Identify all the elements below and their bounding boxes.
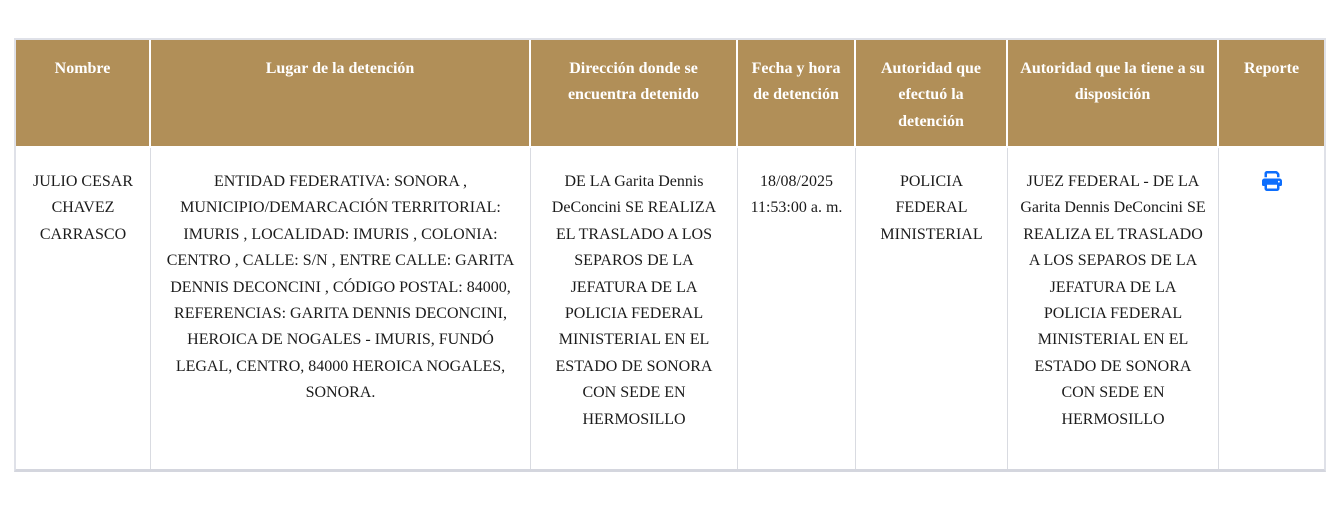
printer-icon <box>1262 179 1282 194</box>
column-header-nombre: Nombre <box>16 40 151 148</box>
cell-reporte <box>1219 148 1324 469</box>
column-header-reporte: Reporte <box>1219 40 1324 148</box>
column-header-fecha-hora: Fecha y hora de detención <box>738 40 856 148</box>
column-header-autoridad-efectuo: Autoridad que efectuó la detención <box>856 40 1008 148</box>
cell-nombre: JULIO CESAR CHAVEZ CARRASCO <box>16 148 151 469</box>
header-row <box>16 40 1324 148</box>
print-report-button[interactable] <box>1262 171 1282 191</box>
column-header-direccion-detenido: Dirección donde se encuentra detenido <box>531 40 738 148</box>
detention-table <box>14 38 1326 472</box>
cell-lugar-detencion: ENTIDAD FEDERATIVA: SONORA , MUNICIPIO/DEMARCACIÓN TERRITORIAL: IMURIS , LOCALIDAD: IMURIS , COLONIA: CENTRO , CALLE: S/N , ENTRE CALLE: GARITA DENNIS DECONCINI , CÓDIGO POSTAL: 84000, REFERENCIAS: GARITA DENNIS DECONCINI, HEROICA DE NOGALES - IMURIS, FUNDÓ LEGAL, CENTRO, 84000 HEROICA NOGALES, SONORA. <box>151 148 531 469</box>
cell-autoridad-disposicion: JUEZ FEDERAL - DE LA Garita Dennis DeConcini SE REALIZA EL TRASLADO A LOS SEPAROS DE LA JEFATURA DE LA POLICIA FEDERAL MINISTERIAL EN EL ESTADO DE SONORA CON SEDE EN HERMOSILLO <box>1008 148 1219 469</box>
column-header-lugar-detencion: Lugar de la detención <box>151 40 531 148</box>
cell-direccion-detenido: DE LA Garita Dennis DeConcini SE REALIZA EL TRASLADO A LOS SEPAROS DE LA JEFATURA DE LA POLICIA FEDERAL MINISTERIAL EN EL ESTADO DE SONORA CON SEDE EN HERMOSILLO <box>531 148 738 469</box>
column-header-autoridad-disposicion: Autoridad que la tiene a su disposición <box>1008 40 1219 148</box>
cell-fecha-hora: 18/08/2025 11:53:00 a. m. <box>738 148 856 469</box>
table-row <box>16 148 1324 469</box>
cell-autoridad-efectuo: POLICIA FEDERAL MINISTERIAL <box>856 148 1008 469</box>
